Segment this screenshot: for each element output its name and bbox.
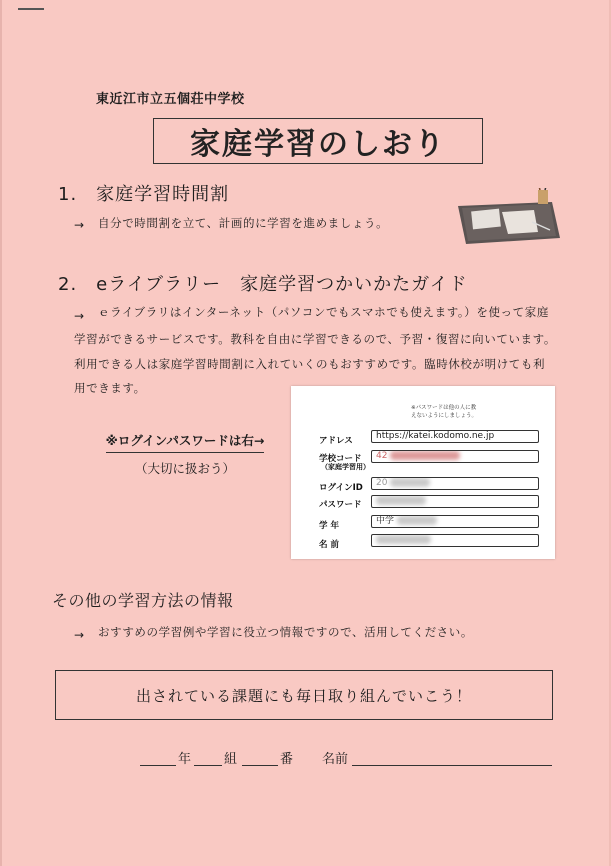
- login-note: [90, 430, 280, 477]
- school-code-label: 学校コード: [319, 454, 362, 464]
- address-value: https://katei.kodomo.ne.jp: [376, 431, 495, 441]
- name-blank: [352, 765, 552, 766]
- section2-heading: 2. eライブラリー 家庭学習つかいかたガイド: [58, 274, 468, 295]
- number-blank: [242, 765, 278, 766]
- redacted-mark: [390, 451, 460, 460]
- password-field: [371, 495, 539, 508]
- year-label: 年: [178, 752, 192, 767]
- motto-banner: 出されている課題にも毎日取り組んでいこう！: [55, 670, 553, 720]
- document-title: 家庭学習のしおり: [153, 118, 483, 164]
- login-id-field: [371, 477, 539, 490]
- redacted-mark: [397, 516, 437, 525]
- name-field: [371, 534, 539, 547]
- section2-line3: 利用できる人は家庭学習時間割に入れていくのもおすすめです。臨時休校が明けても利: [74, 357, 546, 371]
- address-field: [371, 430, 539, 443]
- year-blank: [140, 765, 176, 766]
- redacted-mark: [390, 478, 430, 487]
- staple-mark: [18, 8, 44, 10]
- grade-label: 学 年: [319, 521, 339, 531]
- section2-line1: ｅライブラリはインターネット（パソコンでもスマホでも使えます。）を使って家庭: [98, 305, 549, 319]
- login-id-value: 20: [376, 478, 388, 488]
- number-label: 番: [280, 752, 294, 767]
- redacted-mark: [376, 496, 426, 505]
- other-methods-title: その他の学習方法の情報: [52, 591, 234, 610]
- address-label: アドレス: [319, 436, 353, 446]
- desk-illustration-icon: [452, 188, 564, 246]
- school-name: 東近江市立五個荘中学校: [96, 92, 245, 107]
- section1-text: 自分で時間割を立て、計画的に学習を進めましょう。: [98, 216, 389, 230]
- arrow-icon: →: [74, 628, 85, 642]
- arrow-icon: →: [74, 309, 85, 323]
- login-note-line2: （大切に扱おう）: [134, 461, 235, 476]
- grade-value: 中学: [376, 516, 395, 526]
- login-id-label: ログインID: [319, 483, 363, 493]
- redacted-mark: [376, 535, 431, 544]
- school-code-field: [371, 450, 539, 463]
- class-label: 組: [224, 752, 238, 767]
- arrow-icon: →: [74, 218, 85, 232]
- school-code-sublabel: （家庭学習用）: [321, 463, 370, 471]
- password-label: パスワード: [319, 500, 362, 510]
- section2-line2: 学習ができるサービスです。教科を自由に学習できるので、予習・復習に向いています。: [74, 332, 556, 346]
- section1-heading: 1. 家庭学習時間割: [58, 184, 230, 205]
- name-label: 名 前: [319, 540, 339, 550]
- other-methods-text: おすすめの学習例や学習に役立つ情報ですので、活用してください。: [98, 625, 473, 639]
- name-label-footer: 名前: [322, 752, 349, 767]
- class-blank: [194, 765, 222, 766]
- login-note-line1: ※ログインパスワードは右→: [106, 431, 265, 453]
- card-note: ※パスワードは他の人に教えないようにしましょう。: [411, 405, 478, 419]
- school-code-value: 42: [376, 451, 388, 461]
- login-card: [291, 386, 555, 559]
- grade-field: [371, 515, 539, 528]
- section2-line4: 用できます。: [74, 381, 146, 395]
